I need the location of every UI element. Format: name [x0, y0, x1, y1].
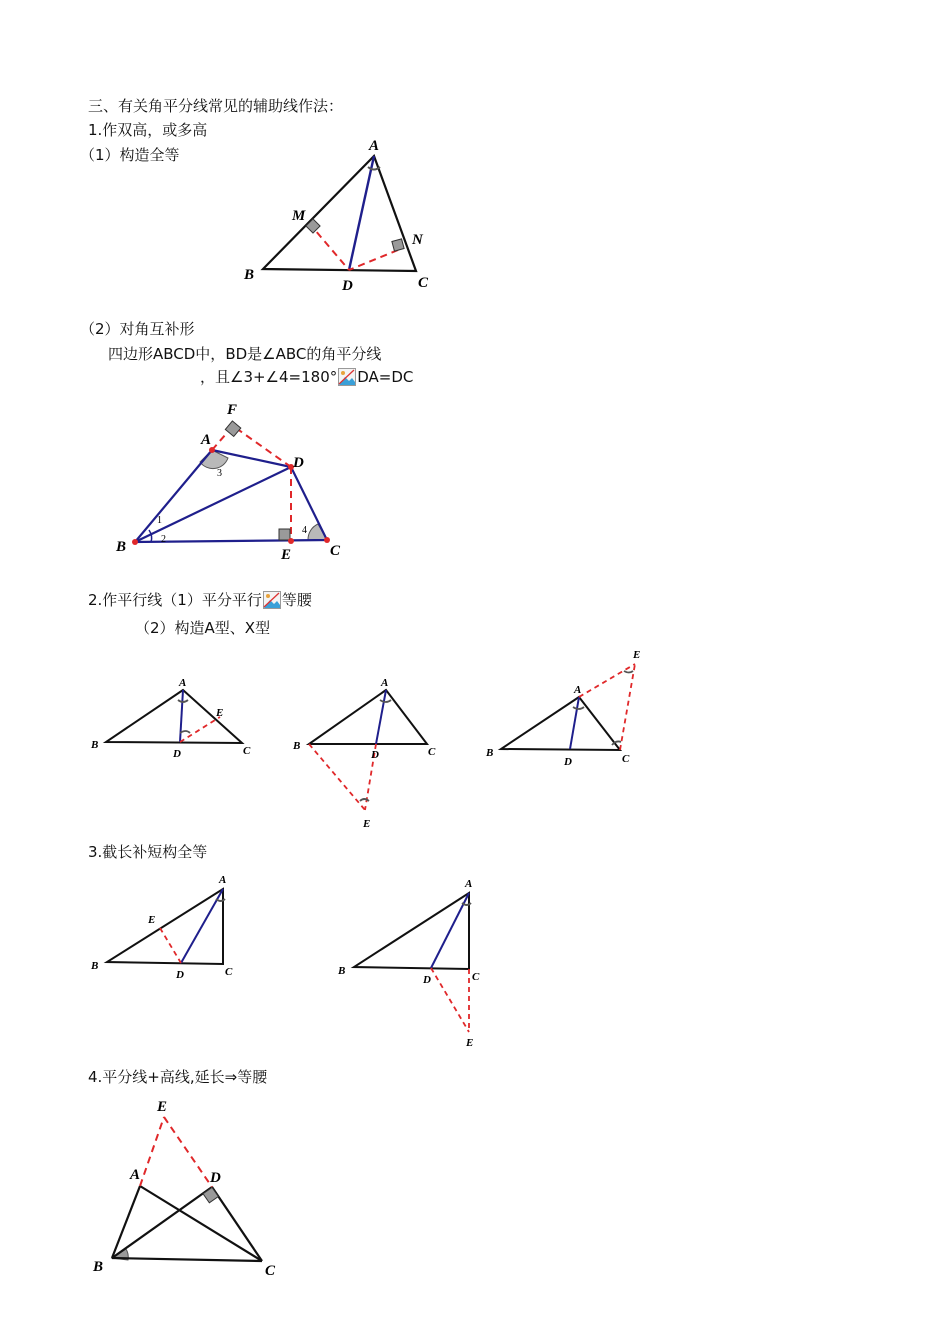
figure-3c-parallel-extended: [485, 649, 640, 768]
fig3c-label-a: A: [574, 684, 582, 696]
fig2-angle-4: 4: [302, 525, 307, 536]
fig1-label-c: C: [418, 275, 429, 291]
desc-2-pre: ，且∠3+∠4=180°: [200, 368, 338, 386]
fig3a-label-b: B: [91, 739, 99, 751]
method-3-title: 3.截长补短构全等: [88, 843, 208, 861]
method-4-title: 4.平分线+高线,延长⇒等腰: [88, 1068, 268, 1086]
fig2-label-a: A: [201, 432, 212, 448]
fig3a-label-a: A: [179, 677, 187, 689]
fig4b-label-b: B: [338, 965, 346, 977]
figure-3b-parallel-x-type: [292, 677, 436, 830]
fig5-label-b: B: [93, 1259, 104, 1275]
fig5-label-d: D: [210, 1170, 221, 1186]
method-2-sub-2: （2）构造A型、X型: [135, 619, 271, 637]
fig3a-label-c: C: [243, 745, 251, 757]
fig4a-label-a: A: [219, 874, 227, 886]
section-title: 三、有关角平分线常见的辅助线作法：: [88, 97, 344, 115]
fig3b-label-a: A: [381, 677, 389, 689]
fig3c-label-e: E: [633, 649, 641, 661]
figure-3a-parallel-a-type: [90, 677, 251, 760]
fig5-label-a: A: [130, 1167, 141, 1183]
method-1-sub-1: （1）构造全等: [80, 146, 180, 164]
fig1-label-n: N: [412, 232, 423, 248]
figure-2-quadrilateral: [115, 402, 341, 563]
figure-5-bisector-altitude: [92, 1099, 276, 1279]
fig3b-label-b: B: [293, 740, 301, 752]
fig4b-label-e: E: [466, 1037, 474, 1049]
fig1-label-d: D: [342, 278, 353, 294]
method-1-desc-1: 四边形ABCD中，BD是∠ABC的角平分线: [108, 345, 382, 363]
fig2-label-b: B: [116, 539, 127, 555]
fig3c-label-b: B: [486, 747, 494, 759]
fig2-angle-3: 3: [217, 468, 222, 479]
fig2-angle-1: 1: [157, 515, 162, 526]
fig1-label-b: B: [244, 267, 255, 283]
method-2-title-pre: 2.作平行线（1）平分平行: [88, 591, 262, 609]
fig3b-label-e: E: [363, 818, 371, 830]
fig4a-label-b: B: [91, 960, 99, 972]
fig3b-label-c: C: [428, 746, 436, 758]
fig3b-label-d: D: [371, 749, 379, 761]
fig4b-label-a: A: [465, 878, 473, 890]
method-1-title: 1.作双高，或多高: [88, 121, 208, 139]
fig2-label-c: C: [330, 543, 341, 559]
desc-2-post: DA=DC: [357, 368, 414, 386]
fig5-label-c: C: [265, 1263, 276, 1279]
fig2-label-e: E: [281, 547, 292, 563]
fig2-label-d: D: [293, 455, 304, 471]
fig4b-label-c: C: [472, 971, 480, 983]
method-2-title-post: 等腰: [281, 591, 312, 609]
fig4a-label-c: C: [225, 966, 233, 978]
fig4a-label-d: D: [176, 969, 184, 981]
fig3a-label-e: E: [216, 707, 224, 719]
fig2-label-f: F: [227, 402, 238, 418]
fig1-label-a: A: [369, 138, 380, 154]
fig4a-label-e: E: [148, 914, 156, 926]
figure-4a-cut-long: [90, 874, 233, 981]
method-1-sub-2: （2）对角互补形: [80, 320, 195, 338]
fig4b-label-d: D: [423, 974, 431, 986]
fig3c-label-c: C: [622, 753, 630, 765]
figure-1-double-altitude: [243, 138, 429, 294]
fig3c-label-d: D: [564, 756, 572, 768]
fig2-angle-2: 2: [161, 534, 166, 545]
fig3a-label-d: D: [173, 748, 181, 760]
fig5-label-e: E: [157, 1099, 168, 1115]
figure-4b-extend-short: [337, 878, 480, 1049]
fig1-label-m: M: [292, 208, 306, 224]
